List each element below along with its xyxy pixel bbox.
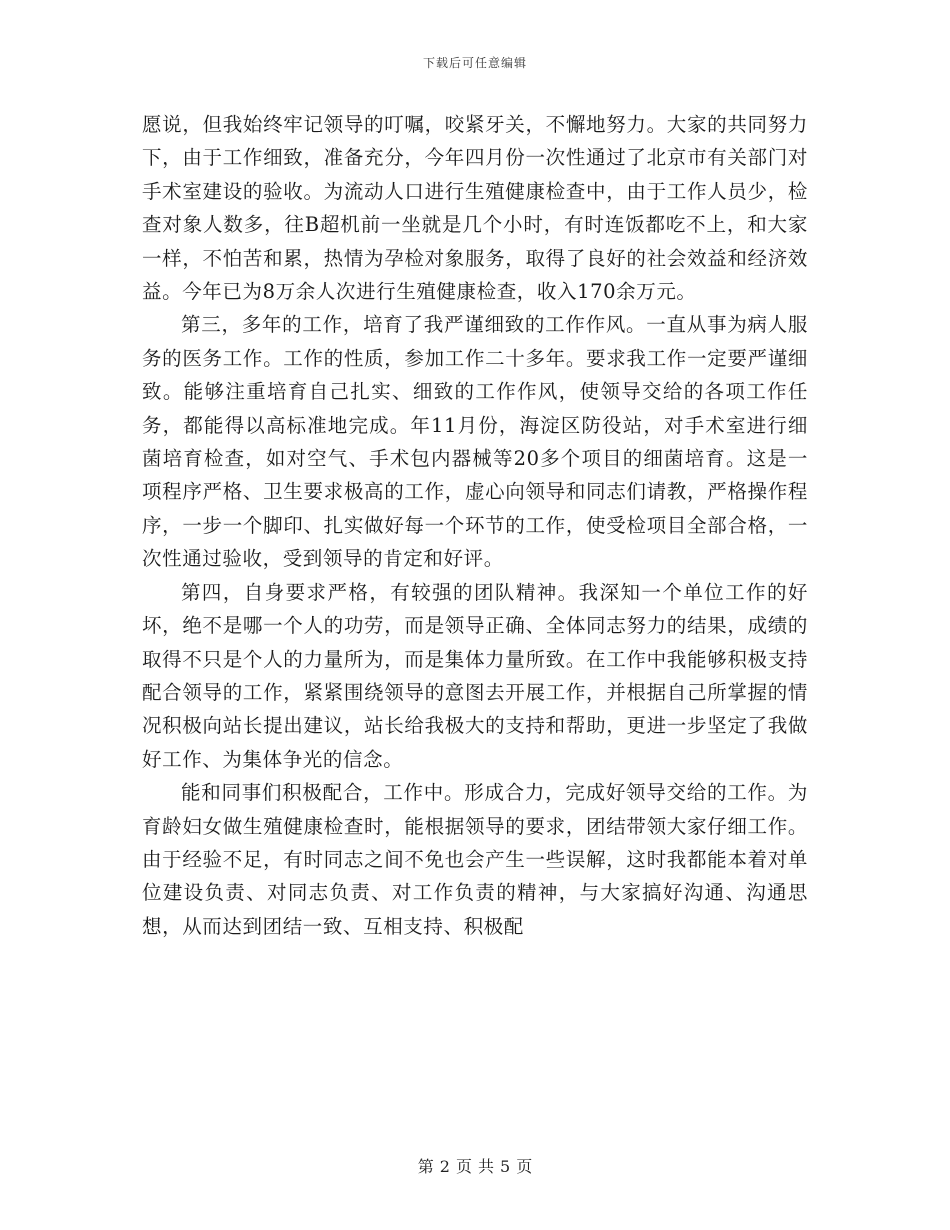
footer-page-word: 页 — [455, 1157, 472, 1176]
footer-suffix: 页 — [516, 1157, 533, 1176]
document-body — [142, 108, 808, 943]
paragraph-2: 第三，多年的工作，培育了我严谨细致的工作作风。一直从事为病人服务的医务工作。工作的性质，参加工作二十多年。要求我工作一定要严谨细致。能够注重培育自己扎实、细致的工作作风，使领导交给的各项工作任务，都能得以高标准地完成。年11月份，海淀区防役站，对手术室进行细菌培育检查，如对空气、手术包内器械等20多个项目的细菌培育。这是一项程序严格、卫生要求极高的工作，虚心向领导和同志们请教，严格操作程序，一步一个脚印、扎实做好每一个环节的工作，使受检项目全部合格，一次性通过验收，受到领导的肯定和好评。 — [142, 313, 808, 571]
paragraph-3: 第四，自身要求严格，有较强的团队精神。我深知一个单位工作的好坏，绝不是哪一个人的功劳，而是领导正确、全体同志努力的结果，成绩的取得不只是个人的力量所为，而是集体力量所致。在工作中我能够积极支持配合领导的工作，紧紧围绕领导的意图去开展工作，并根据自己所掌握的情况积极向站长提出建议，站长给我极大的支持和帮助，更进一步坚定了我做好工作、为集体争光的信念。 — [142, 580, 808, 771]
paragraph-4: 能和同事们积极配合，工作中。形成合力，完成好领导交给的工作。为育龄妇女做生殖健康检查时，能根据领导的要求，团结带领大家仔细工作。由于经验不足，有时同志之间不免也会产生一些误解，这时我都能本着对单位建设负责、对同志负责、对工作负责的精神，与大家搞好沟通、沟通思想，从而达到团结一致、互相支持、积极配 — [142, 781, 808, 938]
footer-total-word: 共 — [478, 1157, 495, 1176]
footer-prefix: 第 — [417, 1157, 434, 1176]
total-page-number: 5 — [500, 1157, 511, 1176]
current-page-number: 2 — [439, 1157, 450, 1176]
page-number-footer — [0, 1154, 950, 1177]
paragraph-1: 愿说，但我始终牢记领导的叮嘱，咬紧牙关，不懈地努力。大家的共同努力下，由于工作细致，准备充分，今年四月份一次性通过了北京市有关部门对手术室建设的验收。为流动人口进行生殖健康检查中，由于工作人员少，检查对象人数多，往B超机前一坐就是几个小时，有时连饭都吃不上，和大家一样，不怕苦和累，热情为孕检对象服务，取得了良好的社会效益和经济效益。今年已为8万余人次进行生殖健康检查，收入170余万元。 — [142, 113, 808, 304]
header-note: 下载后可任意编辑 — [422, 56, 527, 70]
